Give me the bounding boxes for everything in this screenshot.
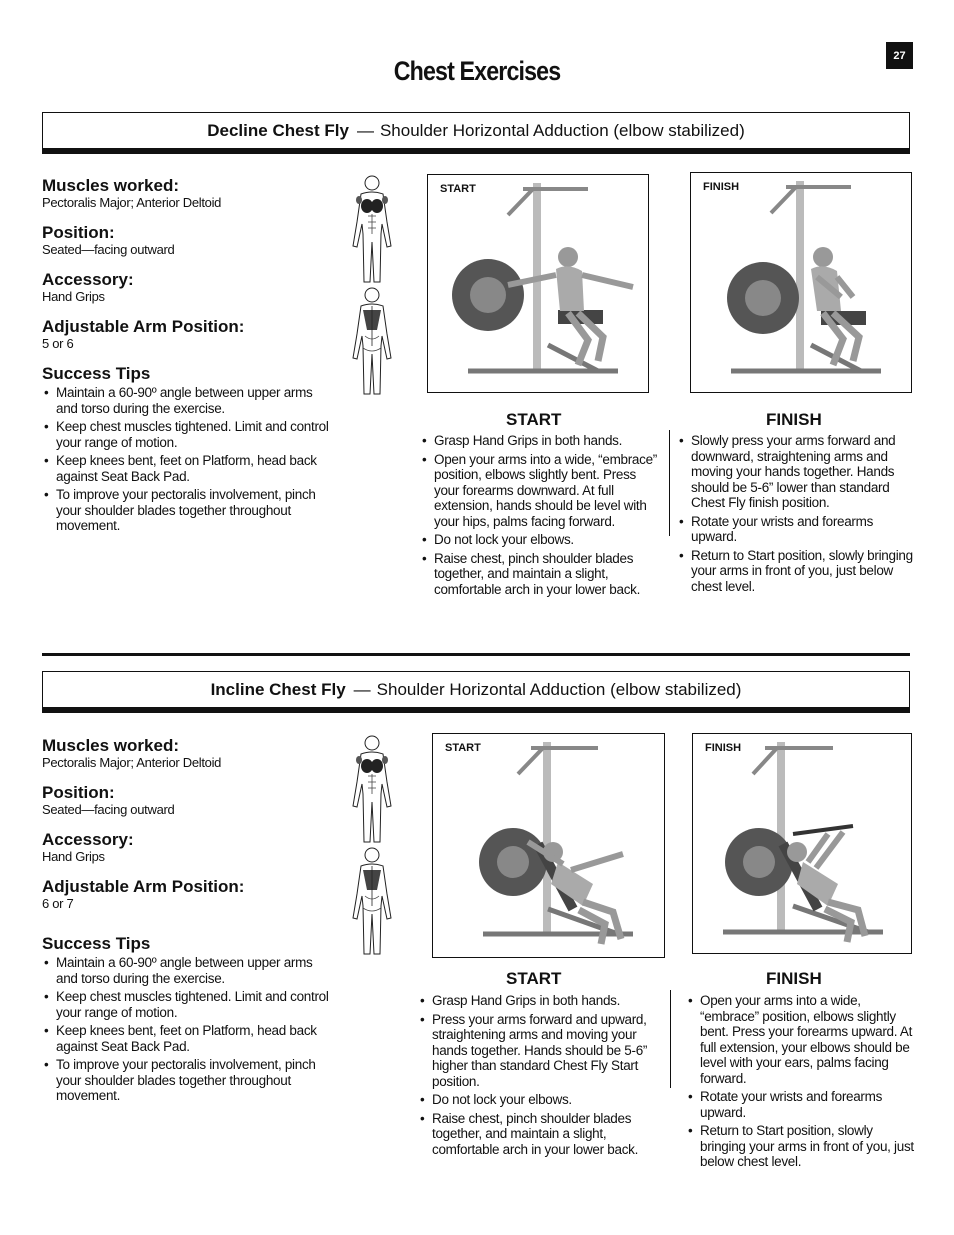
muscles-label: Muscles worked: bbox=[42, 176, 179, 195]
accessory-value: Hand Grips bbox=[42, 849, 105, 864]
step-item: • Rotate your wrists and forearms upward. bbox=[677, 514, 917, 545]
photo-finish bbox=[692, 733, 912, 954]
photo-finish-label: FINISH bbox=[705, 742, 742, 754]
column-divider bbox=[669, 430, 670, 536]
step-item: • Grasp Hand Grips in both hands. bbox=[420, 433, 664, 449]
position-value: Seated—facing outward bbox=[42, 802, 175, 817]
start-steps-list bbox=[418, 993, 662, 1160]
step-item: • Return to Start position, slowly bringing your arms in front of you, just below chest level. bbox=[686, 1123, 918, 1170]
step-item: • Raise chest, pinch shoulder blades together, and maintain a slight, comfortable arch in your lower back. bbox=[418, 1111, 662, 1158]
success-tips-label: Success Tips bbox=[42, 934, 151, 953]
exercise-info-incline bbox=[42, 736, 332, 1107]
accessory-label: Accessory: bbox=[42, 270, 134, 289]
step-item: • Do not lock your elbows. bbox=[418, 1092, 662, 1108]
gym-machine-illustration bbox=[693, 734, 912, 954]
tip-item: • Keep chest muscles tightened. Limit and control your range of motion. bbox=[42, 419, 332, 450]
tip-item: • Maintain a 60-90º angle between upper arms and torso during the exercise. bbox=[42, 955, 332, 986]
success-tips-label: Success Tips bbox=[42, 364, 151, 383]
exercise-subtitle: Shoulder Horizontal Adduction (elbow stabilized) bbox=[376, 679, 742, 699]
arm-position-value: 5 or 6 bbox=[42, 336, 74, 351]
finish-steps-list bbox=[677, 433, 917, 597]
muscles-value: Pectoralis Major; Anterior Deltoid bbox=[42, 195, 222, 210]
gym-machine-illustration bbox=[691, 173, 912, 393]
start-heading: START bbox=[506, 969, 562, 988]
finish-heading: FINISH bbox=[766, 410, 822, 429]
step-item: • Press your arms forward and upward, straightening arms and moving your hands together. Hands should be 5-6” higher than standard Chest Fly Start position. bbox=[418, 1012, 662, 1090]
photo-start bbox=[427, 174, 649, 393]
success-tips-list bbox=[42, 385, 332, 534]
position-label: Position: bbox=[42, 783, 115, 802]
arm-position-value: 6 or 7 bbox=[42, 896, 74, 911]
tip-item: • Maintain a 60-90º angle between upper arms and torso during the exercise. bbox=[42, 385, 332, 416]
page-number: 27 bbox=[886, 42, 913, 69]
exercise-subtitle: Shoulder Horizontal Adduction (elbow stabilized) bbox=[379, 120, 745, 140]
step-item: • Return to Start position, slowly bringing your arms in front of you, just below chest level. bbox=[677, 548, 917, 595]
tip-item: • Keep knees bent, feet on Platform, head back against Seat Back Pad. bbox=[42, 453, 332, 484]
tip-item: • Keep knees bent, feet on Platform, head back against Seat Back Pad. bbox=[42, 1023, 332, 1054]
step-item: • Raise chest, pinch shoulder blades together, and maintain a slight, comfortable arch in your lower back. bbox=[420, 551, 664, 598]
photo-start-label: START bbox=[445, 742, 481, 754]
tip-item: • Keep chest muscles tightened. Limit and control your range of motion. bbox=[42, 989, 332, 1020]
accessory-label: Accessory: bbox=[42, 830, 134, 849]
exercise-info-decline bbox=[42, 176, 332, 537]
photo-finish bbox=[690, 172, 912, 393]
photo-finish-label: FINISH bbox=[703, 181, 740, 193]
anatomy-front-figure bbox=[347, 734, 397, 846]
step-item: • Slowly press your arms forward and downward, straightening arms and moving your hands together. Hands should be 5-6” lower than standard Chest Fly finish position. bbox=[677, 433, 917, 511]
step-item: • Open your arms into a wide, “embrace” position, elbows slightly bent. Press your forearms downward. At full extension, hands should be level with your hips, palms facing forward. bbox=[420, 452, 664, 530]
anatomy-back-figure bbox=[347, 846, 397, 958]
step-item: • Grasp Hand Grips in both hands. bbox=[418, 993, 662, 1009]
step-item: • Rotate your wrists and forearms upward. bbox=[686, 1089, 918, 1120]
exercise-name: Incline Chest Fly bbox=[210, 679, 346, 699]
start-heading: START bbox=[506, 410, 562, 429]
tip-item: • To improve your pectoralis involvement, pinch your shoulder blades together throughout movement. bbox=[42, 487, 332, 534]
finish-heading: FINISH bbox=[766, 969, 822, 988]
page-title: Chest Exercises bbox=[393, 56, 561, 86]
banner-dash: — bbox=[353, 679, 371, 699]
gym-machine-illustration bbox=[428, 175, 649, 393]
position-value: Seated—facing outward bbox=[42, 242, 175, 257]
muscles-value: Pectoralis Major; Anterior Deltoid bbox=[42, 755, 222, 770]
photo-start-label: START bbox=[440, 183, 476, 195]
muscles-label: Muscles worked: bbox=[42, 736, 179, 755]
exercise-banner-incline bbox=[42, 671, 910, 713]
step-item: • Do not lock your elbows. bbox=[420, 532, 664, 548]
arm-position-label: Adjustable Arm Position: bbox=[42, 877, 245, 896]
photo-start bbox=[432, 733, 665, 958]
step-item: • Open your arms into a wide, “embrace” position, elbows slightly bent. Press your forearms upward. At full extension, your elbows should be level with your ears, palms facing forward. bbox=[686, 993, 918, 1086]
start-steps-list bbox=[420, 433, 664, 600]
success-tips-list bbox=[42, 955, 332, 1104]
banner-dash: — bbox=[356, 120, 374, 140]
exercise-name: Decline Chest Fly bbox=[207, 120, 349, 140]
arm-position-label: Adjustable Arm Position: bbox=[42, 317, 245, 336]
column-divider bbox=[670, 990, 671, 1088]
anatomy-back-figure bbox=[347, 286, 397, 398]
exercise-banner-decline bbox=[42, 112, 910, 154]
gym-machine-illustration bbox=[433, 734, 665, 958]
section-divider bbox=[42, 653, 910, 656]
position-label: Position: bbox=[42, 223, 115, 242]
finish-steps-list bbox=[686, 993, 918, 1173]
anatomy-front-figure bbox=[347, 174, 397, 286]
tip-item: • To improve your pectoralis involvement, pinch your shoulder blades together throughout movement. bbox=[42, 1057, 332, 1104]
accessory-value: Hand Grips bbox=[42, 289, 105, 304]
